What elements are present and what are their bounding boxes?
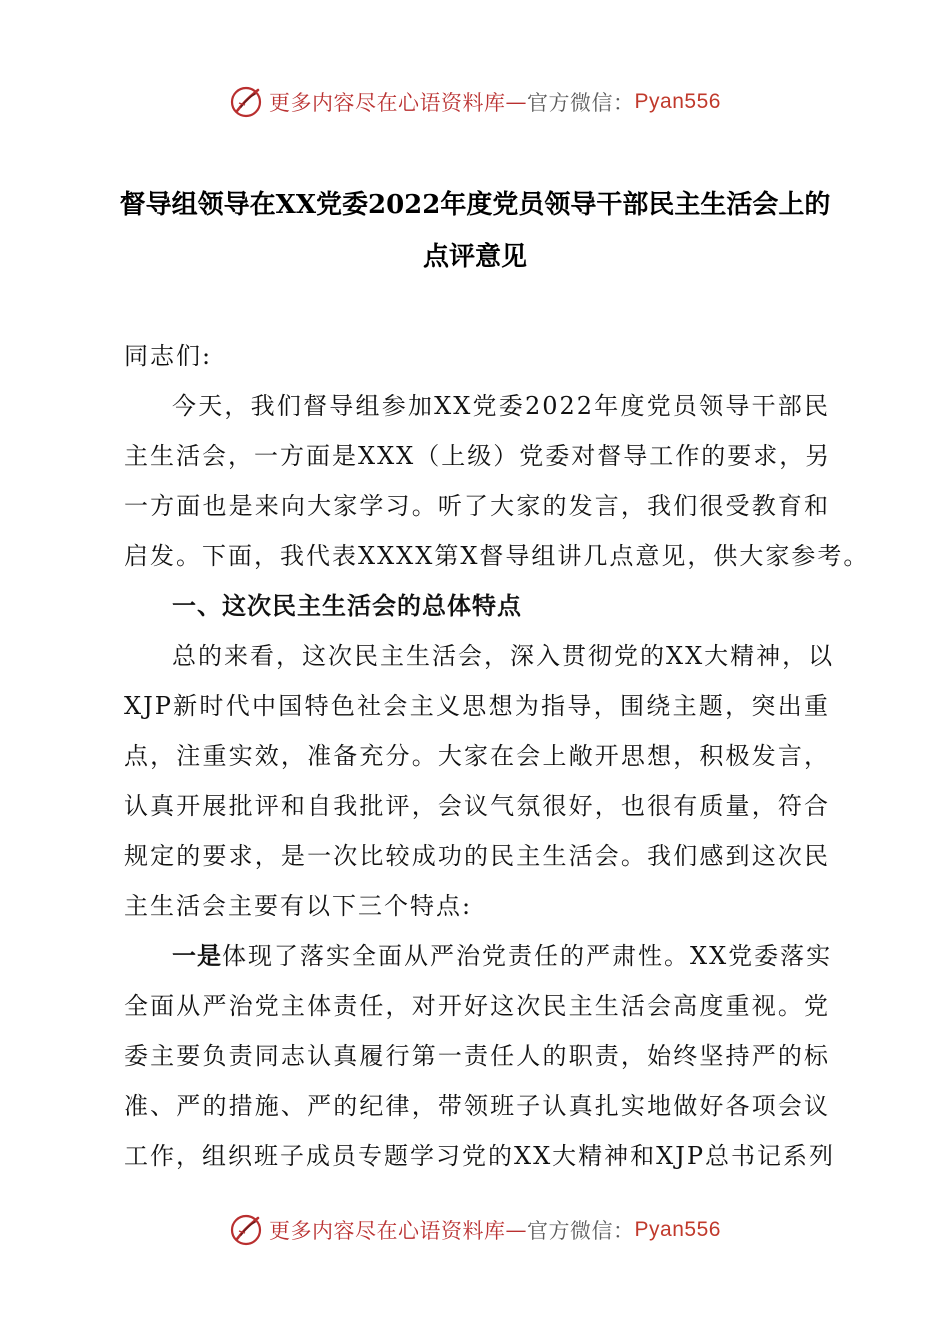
banner-library-text: 更多内容尽在心语资料库 (269, 91, 506, 115)
quill-logo-icon (229, 1213, 263, 1247)
banner-wechat-label: 官方微信： (527, 1219, 635, 1243)
paragraph-line: 点，注重实效，准备充分。大家在会上敞开思想，积极发言， (124, 742, 830, 770)
salutation: 同志们: (124, 342, 213, 370)
document-title-line1: 督导组领导在XX党委2022年度党员领导干部民主生活会上的 (119, 190, 831, 220)
paragraph-line: 今天，我们督导组参加XX党委2022年度党员领导干部民 (172, 392, 830, 420)
footer-watermark-banner (0, 1210, 950, 1250)
paragraph-line: 认真开展批评和自我批评，会议气氛很好，也很有质量，符合 (124, 792, 830, 820)
section-heading: 一、这次民主生活会的总体特点 (172, 592, 522, 620)
paragraph-line: 总的来看，这次民主生活会，深入贯彻党的XX大精神，以 (172, 642, 835, 670)
quill-logo-icon (229, 85, 263, 119)
banner-wechat-id: Pyan556 (634, 1218, 721, 1241)
banner-wechat-label: 官方微信： (527, 91, 635, 115)
lead-bold-text: 一是 (172, 942, 222, 970)
paragraph-line: 准、严的措施、严的纪律，带领班子认真扎实地做好各项会议 (124, 1092, 830, 1120)
paragraph-line: 主生活会，一方面是XXX（上级）党委对督导工作的要求，另 (124, 442, 832, 470)
paragraph-line: 委主要负责同志认真履行第一责任人的职责，始终坚持严的标 (124, 1042, 830, 1070)
paragraph-line: 一方面也是来向大家学习。听了大家的发言，我们很受教育和 (124, 492, 830, 520)
paragraph-line: 启发。下面，我代表XXXX第X督导组讲几点意见，供大家参考。 (124, 542, 870, 570)
banner-wechat-id: Pyan556 (634, 90, 721, 113)
paragraph-line: 主生活会主要有以下三个特点: (124, 892, 473, 920)
document-title-line2: 点评意见 (422, 242, 527, 272)
header-watermark-banner (0, 82, 950, 122)
paragraph-line-lead (172, 936, 833, 976)
paragraph-line: 全面从严治党主体责任，对开好这次民主生活会高度重视。党 (124, 992, 830, 1020)
banner-dash: — (505, 90, 528, 114)
lead-rest-text: 体现了落实全面从严治党责任的严肃性。XX党委落实 (222, 942, 833, 970)
paragraph-line: 工作，组织班子成员专题学习党的XX大精神和XJP总书记系列 (124, 1142, 836, 1170)
paragraph-line: 规定的要求，是一次比较成功的民主生活会。我们感到这次民 (124, 842, 830, 870)
paragraph-line: XJP新时代中国特色社会主义思想为指导，围绕主题，突出重 (124, 692, 830, 720)
banner-dash: — (505, 1218, 528, 1242)
banner-library-text: 更多内容尽在心语资料库 (269, 1219, 506, 1243)
